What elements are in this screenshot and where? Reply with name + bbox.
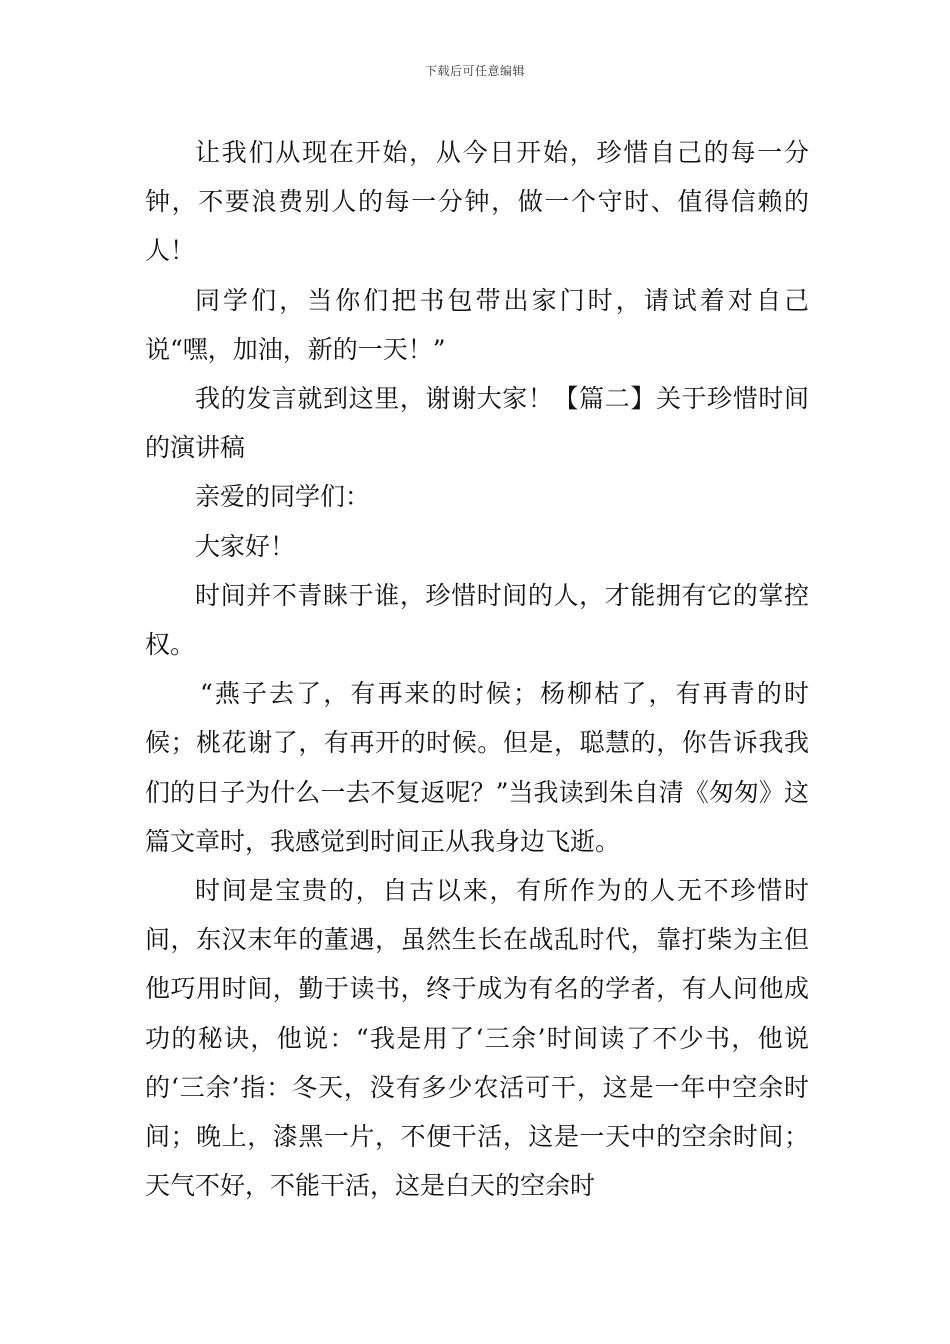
document-body <box>145 128 809 1210</box>
paragraph-new-day: 同学们，当你们把书包带出家门时，请试着对自己说“嘿，加油，新的一天！” <box>145 285 809 364</box>
paragraph-dong-yu: 时间是宝贵的，自古以来，有所作为的人无不珍惜时间，东汉末年的董遇，虽然生长在战乱时代，靠打柴为主但他巧用时间，勤于读书，终于成为有名的学者，有人问他成功的秘诀，他说：“我是用了‘三余’时间读了不少书，他说的‘三余’指：冬天，没有多少农活可干，这是一年中空余时间；晚上，漆黑一片，不便干活，这是一天中的空余时间；天气不好，不能干活，这是白天的空余时 <box>145 876 809 1201</box>
paragraph-time-control: 时间并不青睐于谁，珍惜时间的人，才能拥有它的掌控权。 <box>145 580 809 660</box>
paragraph-salutation: 亲爱的同学们： <box>195 482 371 512</box>
page-header: 下载后可任意编辑 <box>424 64 525 78</box>
paragraph-greeting: 大家好！ <box>195 531 296 561</box>
paragraph-congcong-quote: “燕子去了，有再来的时候；杨柳枯了，有再青的时候；桃花谢了，有再开的时候。但是，聪慧的，你告诉我我们的日子为什么一去不复返呢？”当我读到朱自清《匆匆》这篇文章时，我感觉到时间正从我身边飞逝。 <box>145 679 809 856</box>
paragraph-closing-and-title: 我的发言就到这里，谢谢大家！【篇二】关于珍惜时间的演讲稿 <box>145 384 809 463</box>
paragraph-cherish-minutes: 让我们从现在开始，从今日开始，珍惜自己的每一分钟，不要浪费别人的每一分钟，做一个守时、值得信赖的人！ <box>145 138 809 266</box>
